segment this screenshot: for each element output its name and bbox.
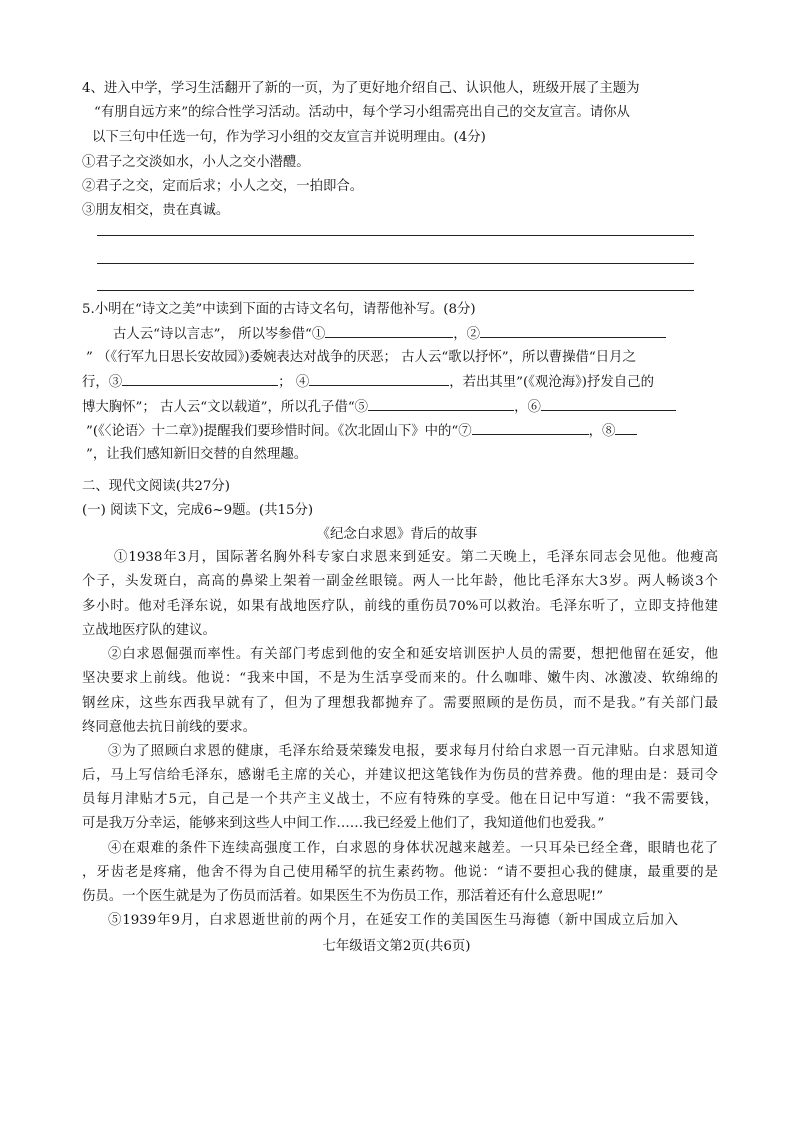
blank-3[interactable] xyxy=(122,371,278,386)
blank-4[interactable] xyxy=(309,371,449,386)
passage-line: 员每月津贴才5元，自己是一个共产主义战士，不应有特殊的享受。他在日记中写道：“我不需要钱， xyxy=(82,792,718,807)
passage-line: 多小时。他对毛泽东说，如果有战地医疗队，前线的重伤员70%可以救治。毛泽东听了，立即支持他建 xyxy=(82,599,718,614)
passage-line: 后，马上写信给毛泽东，感谢毛主席的关心，并建议把这笔钱作为伤员的营养费。他的理由是：聂司令 xyxy=(82,768,718,783)
q5-text-6a: ”(《〈论语〉十二章》)提醒我们要珍惜时间。《次北固山下》中的“⑦ xyxy=(86,424,472,439)
passage-line: ⑤1939年9月，白求恩逝世前的两个月，在延安工作的美国医生马海德（新中国成立后加入 xyxy=(108,913,678,928)
q5-line-1: 5.小明在“诗文之美”中读到下面的古诗文名句，请帮他补写。(8分) xyxy=(82,302,476,317)
q5-line-5 xyxy=(82,396,676,419)
q5-text-4a: 行，③ xyxy=(82,375,123,390)
blank-5[interactable] xyxy=(368,396,514,411)
q5-text-5a: 博大胸怀”； 古人云“文以载道”，所以孔子借“⑤ xyxy=(82,400,369,415)
q5-text-4b: ； ④ xyxy=(278,375,310,390)
passage-line: 终同意他去抗日前线的要求。 xyxy=(82,720,257,735)
passage-line: 伤员。一个医生就是为了伤员而活着。如果医生不为伤员工作，那活着还有什么意思呢!” xyxy=(82,889,604,904)
answer-line-2[interactable] xyxy=(97,263,694,264)
q5-text-2b: ，② xyxy=(453,327,481,342)
section-subheading: (一) 阅读下文，完成6~9题。(共15分) xyxy=(82,503,314,518)
passage-title: 《纪念白求恩》背后的故事 xyxy=(316,527,478,542)
blank-7[interactable] xyxy=(472,420,589,435)
q4-option-2: ②君子之交，定而后求；小人之交，一拍即合。 xyxy=(82,179,364,194)
answer-line-3[interactable] xyxy=(97,290,694,291)
q5-text-5b: ，⑥ xyxy=(514,400,541,415)
passage-line: 个子，头发斑白，高高的鼻梁上架着一副金丝眼镜。两人一比年龄，他比毛泽东大3岁。两人畅谈3个 xyxy=(82,574,718,589)
q5-text-6b: ，⑧ xyxy=(588,424,616,439)
q4-line-2: “有朋自远方来”的综合性学习活动。活动中，每个学习小组需亮出自己的交友宣言。请你从 xyxy=(94,105,630,120)
passage-line: ③为了照顾白求恩的健康，毛泽东给聂荣臻发电报，要求每月付给白求恩一百元津贴。白求恩知道 xyxy=(108,744,718,759)
answer-line-1[interactable] xyxy=(97,235,694,236)
q5-line-7: ”，让我们感知新旧交替的自然理趣。 xyxy=(86,447,308,462)
passage-line: 立战地医疗队的建议。 xyxy=(82,623,216,638)
q4-option-1: ①君子之交淡如水，小人之交小潜醴。 xyxy=(82,155,310,170)
q4-line-1: 4、进入中学，学习生活翻开了新的一页，为了更好地介绍自己、认识他人，班级开展了主题为 xyxy=(82,81,640,96)
passage-line: ④在艰难的条件下连续高强度工作，白求恩的身体状况越来越差。一只耳朵已经全聋，眼睛也花了 xyxy=(108,841,718,856)
blank-1[interactable] xyxy=(325,323,453,338)
q5-line-2 xyxy=(113,323,666,346)
passage-line: 可是我万分幸运，能够来到这些人中间工作……我已经爱上他们了，我知道他们也爱我。” xyxy=(82,816,605,831)
blank-8[interactable] xyxy=(615,420,637,435)
q4-option-3: ③朋友相交，贵在真诚。 xyxy=(82,203,230,218)
q4-line-3: 以下三句中任选一句，作为学习小组的交友宣言并说明理由。(4分) xyxy=(92,130,486,145)
q5-line-4 xyxy=(82,371,654,394)
q5-line-6 xyxy=(86,420,637,443)
passage-line: ①1938年3月，国际著名胸外科专家白求恩来到延安。第二天晚上，毛泽东同志会见他。他瘦高 xyxy=(114,550,718,565)
blank-6[interactable] xyxy=(541,396,676,411)
passage-line: 坚决要求上前线。他说：“我来中国，不是为生活享受而来的。什么咖啡、嫩牛肉、冰激凌、软绵绵的 xyxy=(82,671,718,686)
passage-line: ，牙齿老是疼痛，他舍不得为自己使用稀罕的抗生素药物。他说：“请不要担心我的健康，最重要的是 xyxy=(82,865,718,880)
q5-text-4c: ，若出其里”(《观沧海》)抒发自己的 xyxy=(449,375,654,390)
section-heading: 二、现代文阅读(共27分) xyxy=(82,479,231,494)
q5-line-3: ” （《行军九日思长安故园》)委婉表达对战争的厌恶； 古人云“歌以抒怀”，所以曹操借“日月之 xyxy=(86,350,636,365)
passage-line: 钢丝床，这些东西我早就有了，但为了理想我都抛弃了。需要照顾的是伤员，而不是我。”有关部门最 xyxy=(82,696,718,711)
page-footer: 七年级语文第2页(共6页) xyxy=(322,939,471,954)
passage-line: ②白求恩倔强而率性。有关部门考虑到他的安全和延安培训医护人员的需要，想把他留在延安，他 xyxy=(108,647,718,662)
q5-text-2a: 古人云“诗以言志”， 所以岑参借“① xyxy=(113,327,326,342)
blank-2[interactable] xyxy=(480,323,666,338)
